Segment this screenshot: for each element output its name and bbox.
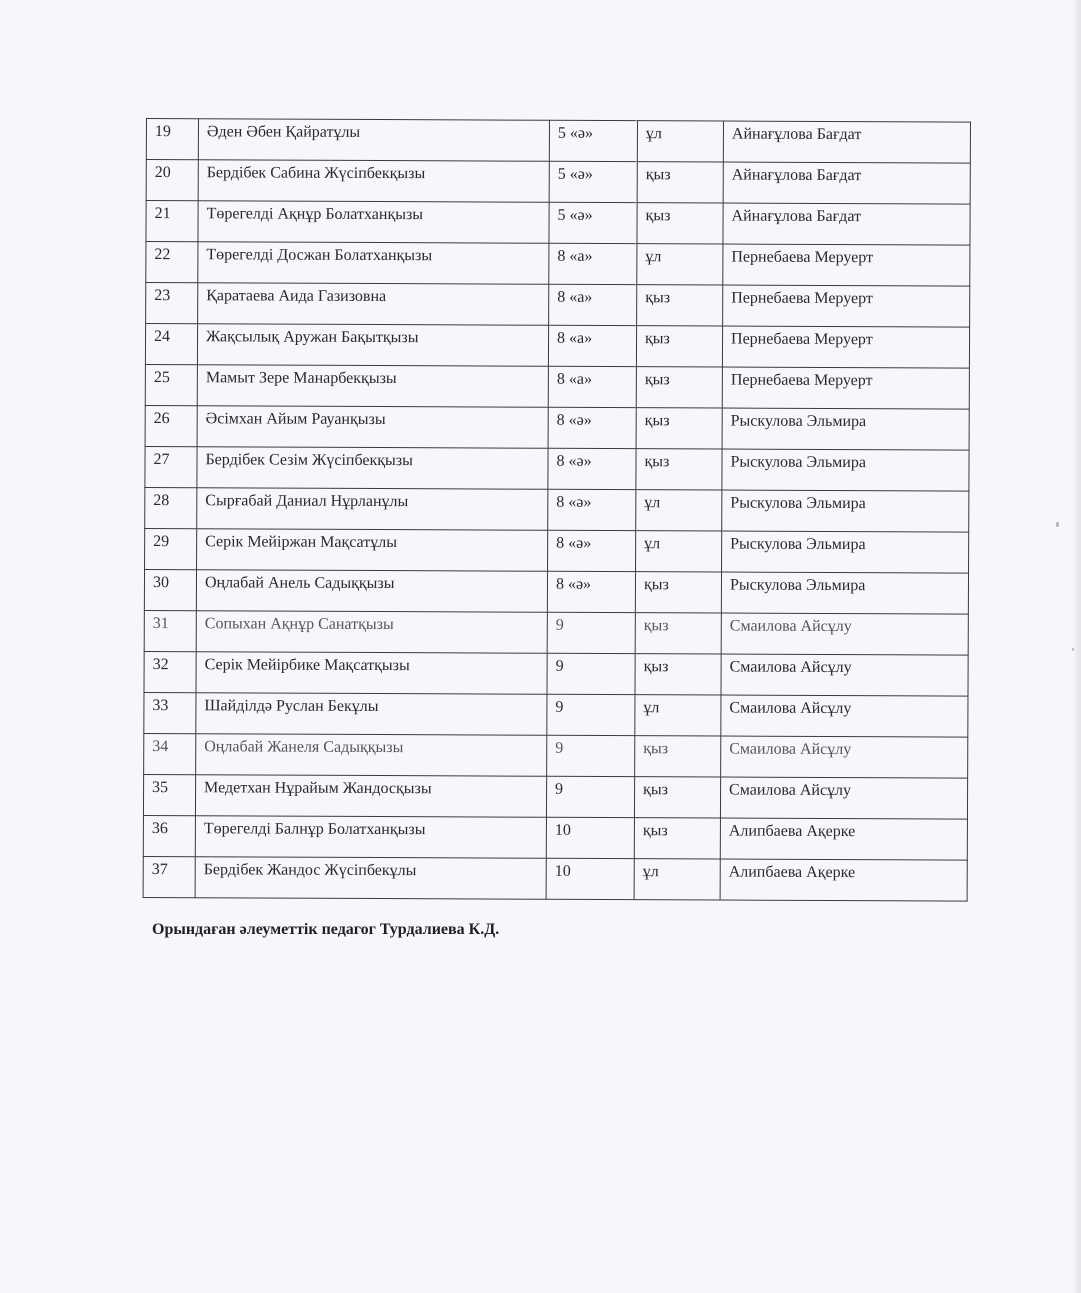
sex-cell: қыз bbox=[635, 736, 721, 777]
table-row bbox=[144, 610, 968, 655]
table-row bbox=[143, 815, 967, 860]
class-cell: 8 «ә» bbox=[547, 571, 635, 612]
student-name-cell: Оңлабай Анель Садыққызы bbox=[196, 570, 547, 613]
row-number-cell: 19 bbox=[146, 119, 198, 160]
class-cell: 9 bbox=[547, 735, 635, 776]
row-number-cell: 37 bbox=[143, 856, 195, 897]
student-name-cell: Бердібек Жандос Жүсіпбекұлы bbox=[195, 857, 546, 900]
teacher-cell: Рыскулова Эльмира bbox=[722, 449, 969, 491]
row-number-cell: 28 bbox=[145, 487, 197, 528]
class-cell: 9 bbox=[546, 776, 634, 817]
sex-cell: ұл bbox=[637, 121, 723, 162]
table-row bbox=[146, 201, 970, 246]
student-name-cell: Бердібек Сабина Жүсіпбекқызы bbox=[198, 160, 549, 203]
table-row bbox=[146, 119, 970, 164]
teacher-cell: Смаилова Айсұлу bbox=[720, 777, 967, 819]
sex-cell: ұл bbox=[635, 695, 721, 736]
student-name-cell: Оңлабай Жанеля Садыққызы bbox=[196, 734, 547, 777]
sex-cell: қыз bbox=[637, 285, 723, 326]
sex-cell: қыз bbox=[636, 449, 722, 490]
row-number-cell: 33 bbox=[144, 692, 196, 733]
class-cell: 8 «а» bbox=[548, 325, 636, 366]
sex-cell: қыз bbox=[634, 777, 720, 818]
table-row bbox=[146, 242, 970, 287]
row-number-cell: 20 bbox=[146, 160, 198, 201]
class-cell: 8 «а» bbox=[549, 284, 637, 325]
table-row bbox=[145, 364, 969, 409]
sex-cell: қыз bbox=[636, 408, 722, 449]
class-cell: 9 bbox=[547, 653, 635, 694]
class-cell: 8 «ә» bbox=[548, 530, 636, 571]
sex-cell: қыз bbox=[636, 367, 722, 408]
table-row bbox=[144, 651, 968, 696]
class-cell: 10 bbox=[546, 817, 634, 858]
teacher-cell: Алипбаева Ақерке bbox=[720, 818, 967, 860]
row-number-cell: 23 bbox=[146, 283, 198, 324]
table-row bbox=[145, 405, 969, 450]
table-row bbox=[145, 528, 969, 573]
student-name-cell: Шайділдә Руслан Бекұлы bbox=[196, 693, 547, 736]
class-cell: 8 «ә» bbox=[548, 407, 636, 448]
student-name-cell: Бердібек Сезім Жүсіпбекқызы bbox=[197, 447, 548, 490]
class-cell: 5 «ә» bbox=[549, 120, 637, 161]
row-number-cell: 31 bbox=[144, 610, 196, 651]
row-number-cell: 25 bbox=[145, 364, 197, 405]
sex-cell: ұл bbox=[636, 531, 722, 572]
teacher-cell: Айнағұлова Бағдат bbox=[723, 203, 970, 245]
table-row bbox=[143, 856, 967, 901]
student-name-cell: Төрегелді Досжан Болатханқызы bbox=[198, 242, 549, 285]
teacher-cell: Пернебаева Меруерт bbox=[723, 285, 970, 327]
student-name-cell: Медетхан Нұрайым Жандосқызы bbox=[195, 775, 546, 818]
roster-body bbox=[143, 119, 970, 902]
student-name-cell: Әсімхан Айым Рауанқызы bbox=[197, 406, 548, 449]
sex-cell: ұл bbox=[636, 490, 722, 531]
sex-cell: қыз bbox=[637, 162, 723, 203]
row-number-cell: 21 bbox=[146, 201, 198, 242]
teacher-cell: Айнағұлова Бағдат bbox=[723, 162, 970, 204]
teacher-cell: Рыскулова Эльмира bbox=[722, 408, 969, 450]
teacher-cell: Рыскулова Эльмира bbox=[722, 490, 969, 532]
sex-cell: қыз bbox=[636, 326, 722, 367]
teacher-cell: Рыскулова Эльмира bbox=[722, 531, 969, 573]
table-row bbox=[146, 283, 970, 328]
student-name-cell: Серік Мейіржан Мақсатұлы bbox=[197, 529, 548, 572]
student-name-cell: Сырғабай Даниал Нұрланұлы bbox=[197, 488, 548, 531]
table-row bbox=[144, 692, 968, 737]
scan-speck bbox=[1072, 648, 1074, 651]
class-cell: 8 «ә» bbox=[548, 448, 636, 489]
row-number-cell: 29 bbox=[145, 528, 197, 569]
teacher-cell: Пернебаева Меруерт bbox=[722, 367, 969, 409]
row-number-cell: 32 bbox=[144, 651, 196, 692]
class-cell: 9 bbox=[547, 612, 635, 653]
student-name-cell: Төрегелді Ақнұр Болатханқызы bbox=[198, 201, 549, 244]
sex-cell: ұл bbox=[634, 859, 720, 900]
table-row bbox=[144, 569, 968, 614]
table-row bbox=[145, 324, 969, 369]
student-name-cell: Жақсылық Аружан Бақытқызы bbox=[197, 324, 548, 367]
sex-cell: қыз bbox=[635, 572, 721, 613]
table-row bbox=[144, 733, 968, 778]
teacher-cell: Смаилова Айсұлу bbox=[721, 736, 968, 778]
sex-cell: қыз bbox=[635, 654, 721, 695]
row-number-cell: 27 bbox=[145, 446, 197, 487]
sex-cell: қыз bbox=[634, 818, 720, 859]
scan-edge bbox=[1075, 0, 1081, 1293]
teacher-cell: Смаилова Айсұлу bbox=[721, 695, 968, 737]
table-row bbox=[143, 774, 967, 819]
student-roster-table bbox=[143, 118, 971, 902]
row-number-cell: 24 bbox=[145, 324, 197, 365]
row-number-cell: 35 bbox=[143, 774, 195, 815]
table-row bbox=[145, 446, 969, 491]
class-cell: 8 «а» bbox=[548, 366, 636, 407]
class-cell: 10 bbox=[546, 858, 634, 899]
table-row bbox=[146, 160, 970, 205]
class-cell: 5 «ә» bbox=[549, 161, 637, 202]
class-cell: 8 «а» bbox=[549, 243, 637, 284]
teacher-cell: Смаилова Айсұлу bbox=[721, 613, 968, 655]
teacher-cell: Айнағұлова Бағдат bbox=[723, 121, 970, 163]
teacher-cell: Пернебаева Меруерт bbox=[723, 244, 970, 286]
teacher-cell: Рыскулова Эльмира bbox=[721, 572, 968, 614]
student-name-cell: Мамыт Зере Манарбекқызы bbox=[197, 365, 548, 408]
sex-cell: қыз bbox=[635, 613, 721, 654]
sex-cell: ұл bbox=[637, 244, 723, 285]
class-cell: 8 «ә» bbox=[548, 489, 636, 530]
student-name-cell: Әден Әбен Қайратұлы bbox=[198, 119, 549, 162]
row-number-cell: 30 bbox=[144, 569, 196, 610]
sex-cell: қыз bbox=[637, 203, 723, 244]
student-name-cell: Сопыхан Ақнұр Санатқызы bbox=[196, 611, 547, 654]
row-number-cell: 22 bbox=[146, 242, 198, 283]
class-cell: 5 «ә» bbox=[549, 202, 637, 243]
student-name-cell: Серік Мейірбике Мақсатқызы bbox=[196, 652, 547, 695]
teacher-cell: Алипбаева Ақерке bbox=[720, 859, 967, 901]
row-number-cell: 26 bbox=[145, 405, 197, 446]
student-name-cell: Төрегелді Балнұр Болатханқызы bbox=[195, 816, 546, 859]
row-number-cell: 36 bbox=[143, 815, 195, 856]
class-cell: 9 bbox=[547, 694, 635, 735]
row-number-cell: 34 bbox=[144, 733, 196, 774]
teacher-cell: Смаилова Айсұлу bbox=[721, 654, 968, 696]
scan-speck bbox=[1056, 522, 1059, 527]
signature-line: Орындаған әлеуметтік педагог Турдалиева К.Д. bbox=[152, 921, 500, 938]
table-row bbox=[145, 487, 969, 532]
teacher-cell: Пернебаева Меруерт bbox=[722, 326, 969, 368]
student-name-cell: Қаратаева Аида Газизовна bbox=[198, 283, 549, 326]
